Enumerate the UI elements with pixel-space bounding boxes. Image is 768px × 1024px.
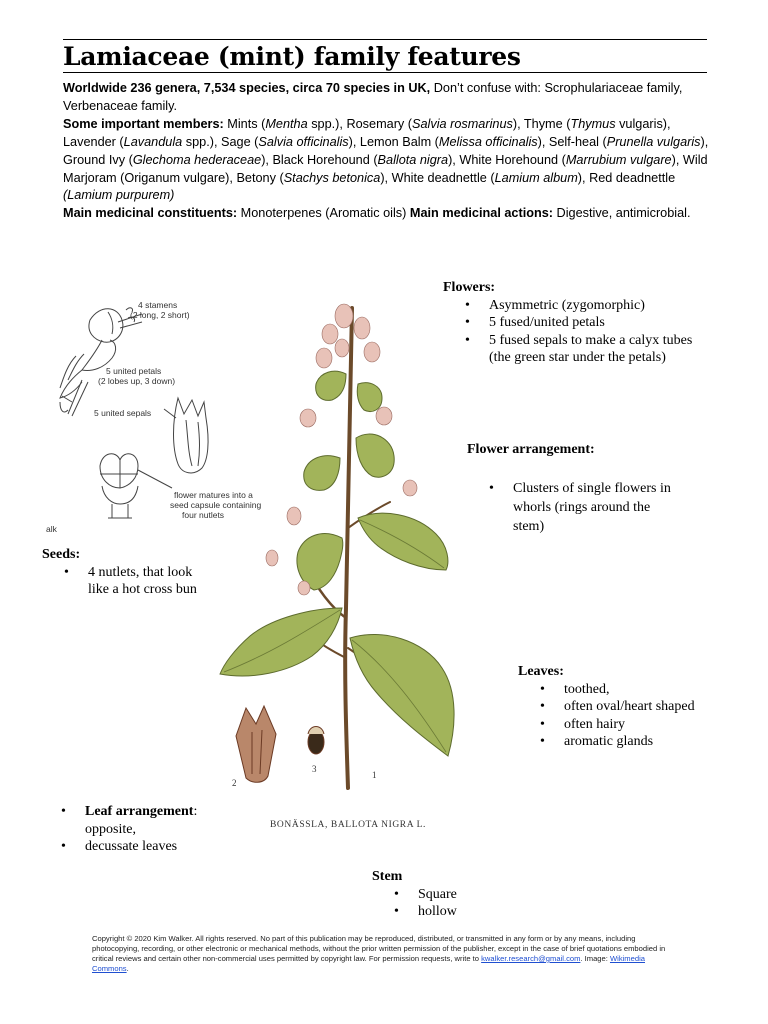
fig-number-1: 1 [372,770,377,780]
top-rule [63,39,707,40]
flower-arrangement-section [467,441,673,536]
fruit-label-3: four nutlets [182,510,225,520]
wikimedia-link[interactable]: Wikimedia Commons [92,954,645,973]
stem-item: • Square [418,886,457,904]
email-link[interactable]: kwalker.research@gmail.com [481,954,581,963]
stamens-sub-label: (2 long, 2 short) [130,310,190,320]
flower-arrangement-heading: Flower arrangement: [467,442,595,457]
leaves-item: • often oval/heart shaped [564,698,695,716]
petals-label: 5 united petals [106,366,162,376]
illustration-caption: BONÄSSLA, BALLOTA NIGRA L. [270,820,427,830]
copyright-footer: Copyright © 2020 Kim Walker. All rights reserved. No part of this publication may be reproduced, distributed, or transmitted in any form or by any means, including photocopying, recording, or other electronic or mechanical methods, without the prior written permission of the publisher, except in the case of brief quotations embodied in critical reviews and certain other non-commercial uses permitted by copyright law. For permission requests, write to kwalker.research@gmail.com. Image: Wikimedia Commons. [92,934,666,973]
leaf-arrangement-first: opposite, [85,821,136,837]
leaves-item: • toothed, [564,681,695,699]
title-rule [63,72,707,73]
leaves-heading: Leaves: [518,664,564,679]
seeds-heading: Seeds: [42,547,81,562]
flowers-item: • 5 fused sepals to make a calyx tubes (the green star under the petals) [489,332,699,367]
flowers-item: • Asymmetric (zygomorphic) [489,297,699,315]
intro-members: Some important members: Mints (Mentha spp.), Rosemary (Salvia rosmarinus), Thyme (Thymus vulgaris), Lavender (Lavandula spp.), Sage (Salvia officinalis), Lemon Balm (Melissa officinalis), Self-heal (Prunella vulgaris), Ground Ivy (Glechoma hederaceae), Black Horehound (Ballota nigra), White Horehound (Marrubium vulgare), Wild Marjoram (Origanum vulgare), Betony (Stachys betonica), White deadnettle (Lamium album), Red deadnettle (Lamium purpurem) [63,116,709,203]
fruit-label-2: seed capsule containing [170,500,262,510]
ballota-nigra-illustration [212,288,474,796]
flowers-heading: Flowers: [443,280,496,295]
flowers-section [443,279,699,367]
leaves-item: • aromatic glands [564,733,695,751]
fruit-label-1: flower matures into a [174,490,253,500]
leaf-arrangement-heading-item: • Leaf arrangement: [85,803,197,821]
intro-paragraph [63,80,718,223]
fig-number-2: 2 [232,778,237,788]
diagram-corner-label: alk [46,524,57,534]
leaf-arrangement-item: • decussate leaves [85,838,197,856]
stem-section [372,868,457,921]
intro-stats: Worldwide 236 genera, 7,534 species, circa 70 species in UK, Don’t confuse with: Scrophulariaceae family, Verbenaceae family. [63,81,683,113]
seeds-section [42,546,210,599]
petals-sub-label: (2 lobes up, 3 down) [98,376,176,386]
sepals-label: 5 united sepals [94,408,152,418]
leaves-section [518,663,695,751]
seeds-item: • 4 nutlets, that look like a hot cross bun [88,564,210,599]
stamens-label: 4 stamens [138,300,178,310]
stem-heading: Stem [372,869,403,884]
leaves-item: • often hairy [564,716,695,734]
stem-item: • hollow [418,903,457,921]
page-title: Lamiaceae (mint) family features [63,42,521,71]
intro-medicinal: Main medicinal constituents: Monoterpenes (Aromatic oils) Main medicinal actions: Digestive, antimicrobial. [63,206,691,221]
flower-arrangement-item: • Clusters of single flowers in whorls (rings around the stem) [513,479,673,536]
flowers-item: • 5 fused/united petals [489,314,699,332]
leaf-arrangement-section [85,803,197,856]
fig-number-3: 3 [312,764,317,774]
